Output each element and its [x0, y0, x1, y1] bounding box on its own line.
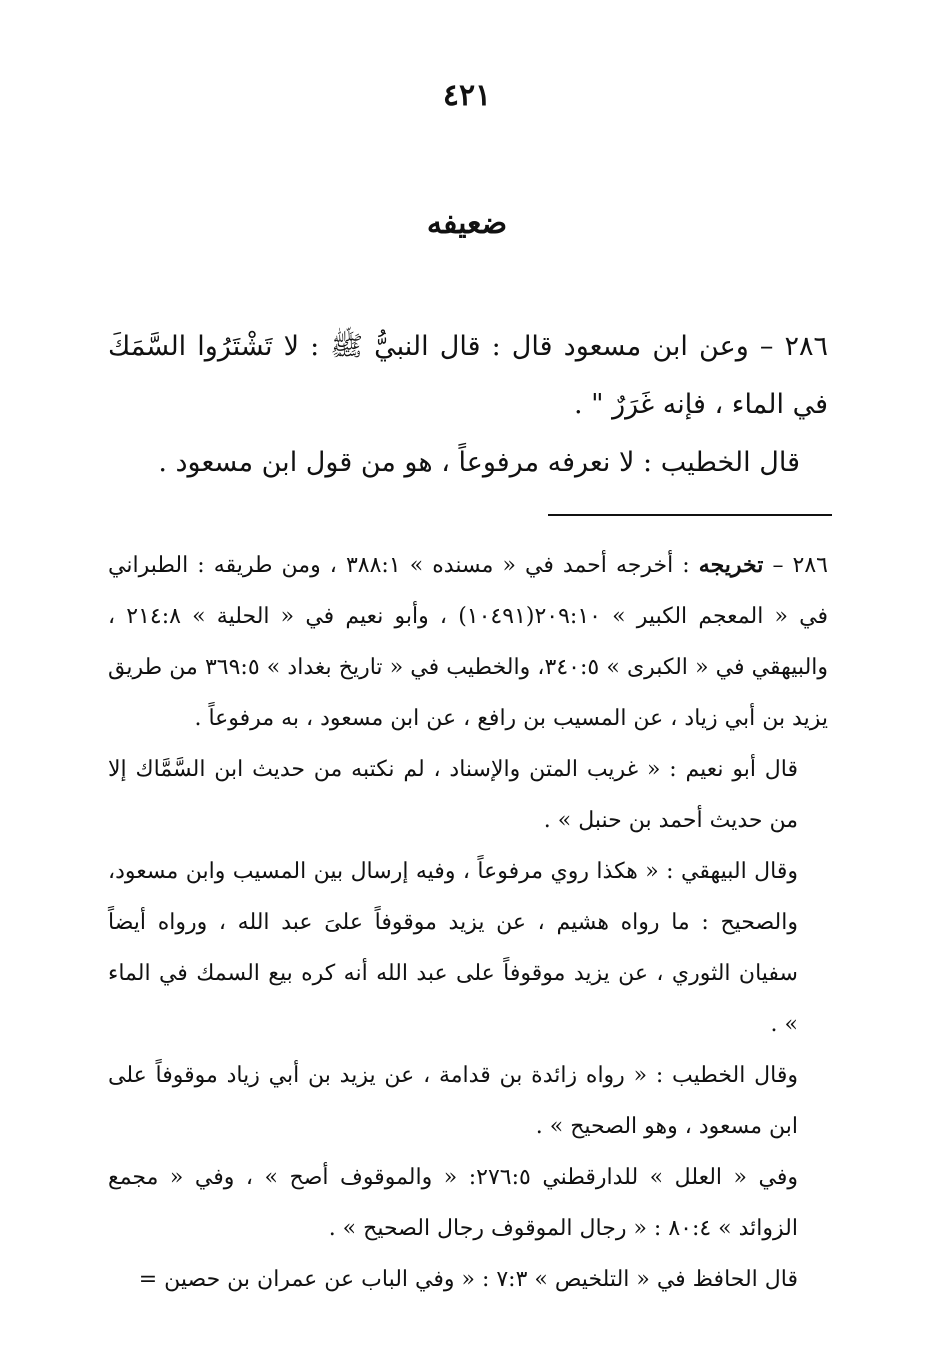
takhrij-paragraph [108, 540, 828, 744]
bayhaqi-paragraph: وقال البيهقي : « هكذا روي مرفوعاً ، وفيه إرسال بين المسيب وابن مسعود، والصحيح : ما رواه هشيم ، عن يزيد موقوفاً علىَ عبد الله ، ورواه أيضاً سفيان الثوري ، عن يزيد موقوفاً على عبد الله أنه كره بيع السمك في الماء » . [108, 859, 798, 1037]
page-number: ٤٢١ [442, 78, 492, 113]
hafiz-paragraph: قال الحافظ في « التلخيص » ٧:٣ : « وفي الباب عن عمران بن حصين = [138, 1267, 798, 1292]
footnote-divider [548, 514, 832, 516]
section-heading: ضعيفه [426, 206, 508, 241]
takhrij-label: تخريجه [698, 552, 764, 578]
abu-nuaim-paragraph: قال أبو نعيم : « غريب المتن والإسناد ، لم نكتبه من حديث ابن السَّمَّاك إلا من حديث أحمد بن حنبل » . [108, 757, 798, 833]
hadith-text [108, 318, 828, 492]
takhrij-number: ٢٨٦ – [763, 553, 828, 578]
khatib-comment: قال الخطيب : لا نعرفه مرفوعاً ، هو من قول ابن مسعود . [158, 447, 800, 478]
hadith-matn: ٢٨٦ – وعن ابن مسعود قال : قال النبيُّ ﷺ : لا تَشْتَرُوا السَّمَكَ في الماء ، فإنه غَرَرٌ " . [108, 331, 828, 420]
khatib-paragraph: وقال الخطيب : « رواه زائدة بن قدامة ، عن يزيد بن أبي زياد موقوفاً على ابن مسعود ، وهو الصحيح » . [108, 1063, 798, 1139]
footnotes [108, 540, 828, 1305]
daraqutni-paragraph: وفي « العلل » للدارقطني ٢٧٦:٥: « والموقوف أصح » ، وفي « مجمع الزوائد » ٨٠:٤ : « رجال الموقوف رجال الصحيح » . [108, 1165, 799, 1241]
takhrij-text: : أخرجه أحمد في « مسنده » ٣٨٨:١ ، ومن طريقه : الطبراني في « المعجم الكبير » ٢٠٩:١٠(١٠٤٩١) ، وأبو نعيم في « الحلية » ٢١٤:٨ ، والبيهقي في « الكبرى » ٣٤٠:٥، والخطيب في « تاريخ بغداد » ٣٦٩:٥ من طريق يزيد بن أبي زياد ، عن المسيب بن رافع ، عن ابن مسعود ، به مرفوعاً . [108, 553, 829, 731]
